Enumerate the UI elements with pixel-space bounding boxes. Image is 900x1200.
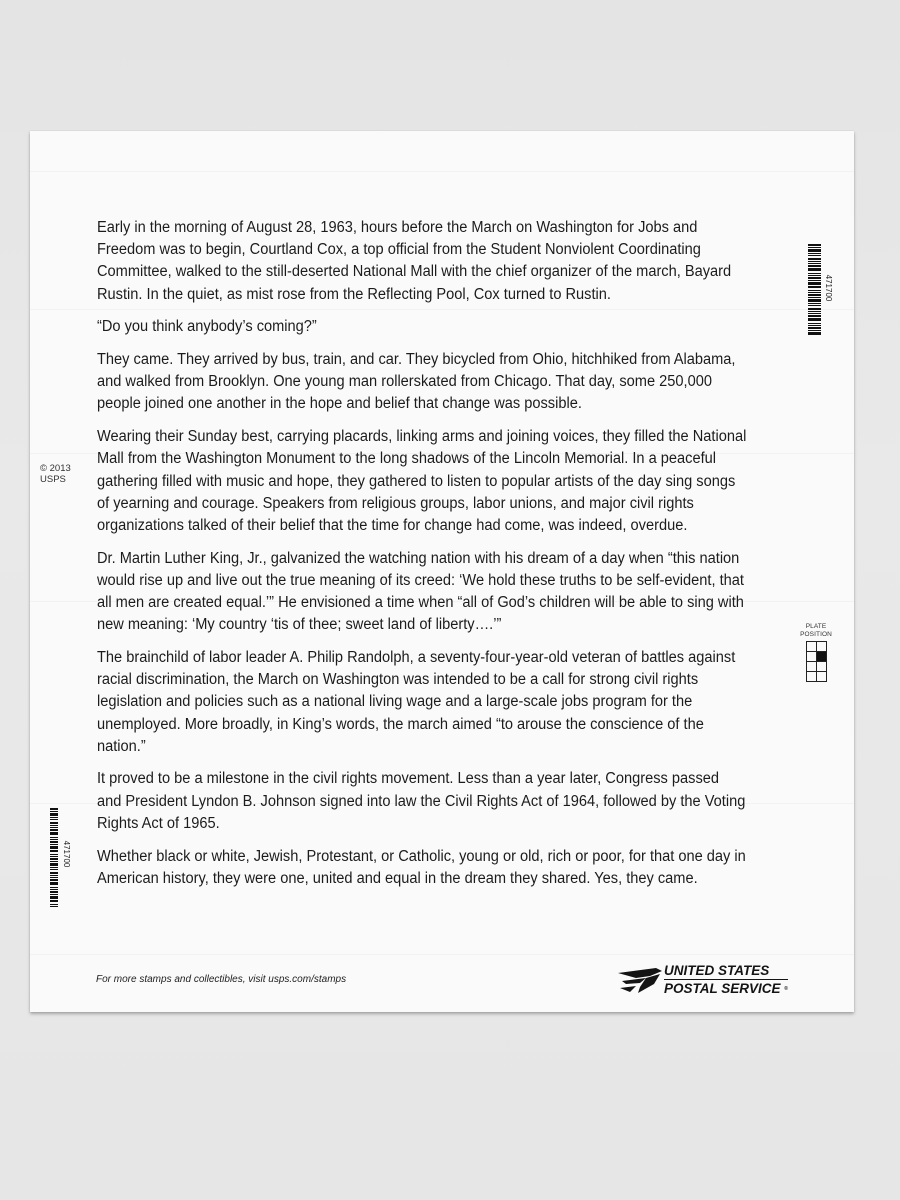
paragraph: The brainchild of labor leader A. Philip Randolph, a seventy-four-year-old veteran of battles against racial discrimination, the March on Washington was intended to be a call for strong civil rights legislation and policies such as a national living wage and a large-scale jobs program for the unemployed. More broadly, in King’s words, the march aimed “to arouse the conscience of the nation.” — [97, 648, 736, 755]
plate-cell — [807, 662, 817, 672]
barcode-bar — [808, 303, 821, 304]
plate-cell — [807, 652, 817, 662]
footer-note: For more stamps and collectibles, visit usps.com/stamps — [96, 974, 347, 985]
usps-wordmark — [664, 963, 788, 997]
stamp-sheet-back — [30, 131, 854, 1012]
barcode-bar — [808, 253, 821, 254]
barcode-bar — [50, 837, 58, 838]
plate-cell — [817, 652, 827, 662]
barcode-bar — [50, 877, 58, 878]
barcode-bar — [50, 904, 58, 905]
barcode-bar — [50, 858, 58, 860]
paragraph: Wearing their Sunday best, carrying placards, linking arms and joining voices, they filled the National Mall from the Washington Monument to the long shadows of the Lincoln Memorial. In a peaceful gathering filled with music and hope, they gathered to listen to popular artists of the day sing songs of yearning and courage. Speakers from religious groups, labor unions, and major civil rights organizations talked of their belief that the time for change had come, was indeed, overdue. — [97, 428, 747, 534]
usps-logo — [616, 963, 788, 997]
barcode-bar — [50, 825, 58, 826]
barcode-bar — [808, 249, 821, 252]
barcode-bar — [808, 323, 821, 324]
barcode-bar — [50, 900, 58, 902]
paragraph: Dr. Martin Luther King, Jr., galvanized the watching nation with his dream of a day when “this nation would rise up and live out the true meaning of its creed: ‘We hold these truths to be self-evident, that all men are created equal.’” He envisioned a time when “all of God’s children will be able to sing with new meaning: ‘My country ‘tis of thee; sweet land of liberty….’” — [97, 549, 744, 634]
plate-cell — [807, 672, 817, 682]
barcode-bar — [50, 808, 58, 810]
registered-mark: ® — [784, 985, 788, 992]
barcode-bar — [808, 261, 821, 262]
barcode-bar — [50, 906, 58, 907]
copyright-year: © 2013 — [40, 463, 71, 474]
barcode-bar — [808, 265, 821, 267]
barcode-bar — [808, 305, 821, 306]
copyright-owner: USPS — [40, 474, 66, 485]
plate-cell — [817, 662, 827, 672]
barcode-bar — [808, 311, 821, 312]
barcode-bar — [808, 292, 821, 293]
barcode-bar — [808, 280, 821, 281]
barcode-bar — [50, 839, 58, 840]
barcode-bar — [50, 894, 58, 895]
usps-line-2-wrap — [664, 981, 788, 997]
barcode-bar — [808, 327, 821, 329]
barcode-bar — [808, 282, 821, 285]
barcode-bar — [808, 299, 821, 302]
barcode-bar — [50, 811, 58, 812]
barcode-bar — [50, 822, 58, 824]
barcode-bar — [50, 882, 58, 885]
barcode-bar — [50, 879, 58, 881]
paragraph: It proved to be a milestone in the civil rights movement. Less than a year later, Congress passed and President Lyndon B. Johnson signed into law the Civil Rights Act of 1964, followed by the Voting Rights Act of 1965. — [97, 770, 746, 832]
barcode-bar — [50, 827, 58, 828]
paragraph: They came. They arrived by bus, train, and car. They bicycled from Ohio, hitchhiked from Alabama, and walked from Brooklyn. One young man rollerskated from Chicago. That day, some 250,000 people joined one another in the hope and belief that change was possible. — [97, 351, 736, 413]
barcode-bar — [50, 869, 58, 870]
barcode-bar — [50, 856, 58, 857]
barcode-bar — [808, 325, 821, 326]
barcode-icon — [806, 242, 833, 338]
barcode-bar — [808, 258, 821, 260]
position-label: POSITION — [800, 630, 832, 638]
barcode-bar — [50, 896, 58, 899]
barcode-bar — [808, 308, 821, 310]
barcode-bar — [808, 244, 821, 246]
barcode-number: 471700 — [824, 274, 833, 302]
barcode-bar — [808, 263, 821, 264]
barcode-bar — [808, 332, 821, 335]
barcode-bar — [50, 891, 58, 893]
barcode-bar — [50, 850, 58, 852]
plate-position-diagram — [798, 623, 834, 682]
barcode-bar — [50, 817, 58, 818]
barcode-bar — [808, 286, 821, 288]
plate-cell — [817, 642, 827, 652]
paragraph: Early in the morning of August 28, 1963, hours before the March on Washington for Jobs and Freedom was to begin, Courtland Cox, a top official from the Student Nonviolent Coordinating Committee, walked to the still-deserted National Mall with the chief organizer of the march, Bayard Rustin. In the quiet, as mist rose from the Reflecting Pool, Cox turned to Rustin. — [97, 219, 732, 303]
barcode-bar — [808, 297, 821, 298]
barcode-bar — [50, 889, 58, 890]
usps-line-2: POSTAL SERVICE — [664, 981, 781, 996]
barcode-bar — [50, 867, 58, 868]
paragraph: Whether black or white, Jewish, Protestant, or Catholic, young or old, rich or poor, for that one day in American history, they were one, united and equal in the dream they shared. Yes, they came. — [97, 847, 746, 887]
plate-cell — [817, 672, 827, 682]
barcode-bar — [808, 330, 821, 331]
plate-label: PLATE — [805, 623, 827, 630]
perforation-line — [30, 171, 854, 172]
barcode-bar — [50, 819, 58, 820]
barcode-bar — [50, 861, 58, 862]
barcode-bar — [50, 846, 58, 849]
barcode-bar — [808, 273, 821, 274]
barcode-bar — [808, 277, 821, 279]
barcode-bar — [50, 844, 58, 845]
barcode-bar — [808, 290, 821, 291]
barcode-bar — [50, 813, 58, 816]
barcode-bar — [808, 294, 821, 296]
barcode-bar — [808, 268, 821, 271]
barcode-bar — [50, 854, 58, 855]
paragraph: “Do you think anybody’s coming?” — [97, 318, 317, 336]
plate-cell — [807, 642, 817, 652]
barcode-bar — [808, 255, 821, 256]
usps-eagle-icon — [616, 965, 664, 995]
barcode-bar — [50, 875, 58, 876]
barcode-bar — [50, 872, 58, 874]
barcode-bar — [50, 863, 58, 866]
history-text — [97, 217, 746, 900]
usps-line-1: UNITED STATES — [664, 963, 788, 980]
barcode-bar — [808, 247, 821, 248]
barcode-bar — [808, 315, 821, 317]
barcode-bar — [808, 318, 821, 321]
barcode-bar — [50, 841, 58, 843]
barcode-bar — [50, 832, 58, 835]
plate-grid — [806, 641, 827, 682]
barcode-icon — [50, 806, 74, 912]
barcode-bar — [50, 887, 58, 888]
barcode-bar — [808, 275, 821, 276]
barcode-bar — [50, 829, 58, 831]
perforation-line — [30, 954, 854, 955]
barcode-bar — [808, 313, 821, 314]
copyright-notice — [40, 463, 71, 485]
barcode-number: 471700 — [62, 840, 71, 868]
